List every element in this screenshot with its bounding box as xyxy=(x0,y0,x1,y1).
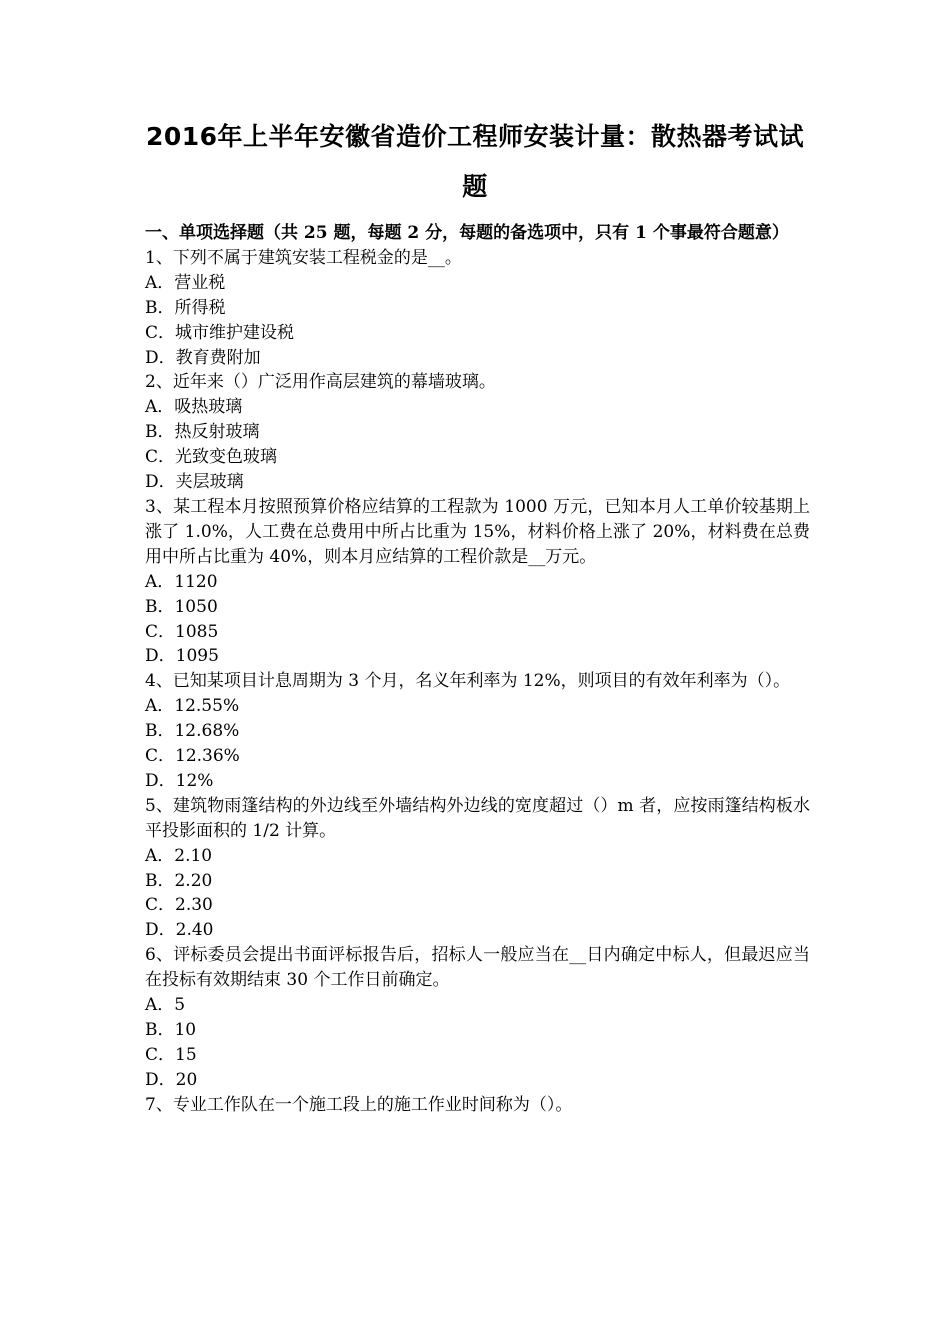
option-a: A．2.10 xyxy=(145,845,213,866)
question-5 xyxy=(145,794,810,943)
option-d: D．20 xyxy=(145,1069,198,1090)
document-title: 2016年上半年安徽省造价工程师安装计量：散热器考试试题 xyxy=(145,122,805,201)
option-a: A．5 xyxy=(145,995,186,1016)
question-text: 5、建筑物雨篷结构的外边线至外墙结构外边线的宽度超过（）m 者，应按雨篷结构板水平投影面积的 1/2 计算。 xyxy=(145,795,810,841)
question-3 xyxy=(145,495,810,669)
question-6 xyxy=(145,943,810,1092)
question-1 xyxy=(145,246,810,371)
option-d: D．1095 xyxy=(145,646,219,667)
option-d: D．2.40 xyxy=(145,920,214,941)
option-b: B．所得税 xyxy=(145,297,226,318)
section-heading: 一、单项选择题（共 25 题，每题 2 分，每题的备选项中，只有 1 个事最符合题意） xyxy=(145,223,789,243)
option-a: A．吸热玻璃 xyxy=(145,397,243,418)
document-body xyxy=(145,221,810,1118)
option-a: A．营业税 xyxy=(145,272,226,293)
question-7 xyxy=(145,1093,810,1118)
option-c: C．2.30 xyxy=(145,895,213,916)
option-b: B．1050 xyxy=(145,596,218,617)
option-c: C．15 xyxy=(145,1044,197,1065)
option-d: D．教育费附加 xyxy=(145,347,261,368)
question-text: 2、近年来（）广泛用作高层建筑的幕墙玻璃。 xyxy=(145,372,496,393)
option-d: D．夹层玻璃 xyxy=(145,472,244,493)
option-b: B．10 xyxy=(145,1020,197,1040)
option-a: A．12.55% xyxy=(145,696,240,717)
option-d: D．12% xyxy=(145,770,214,791)
option-b: B．12.68% xyxy=(145,721,240,742)
option-b: B．2.20 xyxy=(145,870,213,891)
option-c: C．12.36% xyxy=(145,746,240,767)
question-text: 3、某工程本月按照预算价格应结算的工程款为 1000 万元，已知本月人工单价较基期上涨了 1.0%，人工费在总费用中所占比重为 15%，材料价格上涨了 20%，材料费在总费用中所占比重为 40%，则本月应结算的工程价款是__万元。 xyxy=(145,496,810,567)
question-text: 7、专业工作队在一个施工段上的施工作业时间称为（）。 xyxy=(145,1094,573,1115)
option-c: C．光致变色玻璃 xyxy=(145,447,278,468)
question-2 xyxy=(145,370,810,495)
question-4 xyxy=(145,669,810,794)
option-a: A．1120 xyxy=(145,571,218,592)
option-c: C．城市维护建设税 xyxy=(145,322,295,343)
question-text: 6、评标委员会提出书面评标报告后，招标人一般应当在__日内确定中标人，但最迟应当在投标有效期结束 30 个工作日前确定。 xyxy=(145,945,810,991)
option-c: C．1085 xyxy=(145,621,219,642)
option-b: B．热反射玻璃 xyxy=(145,422,260,443)
question-text: 1、下列不属于建筑安装工程税金的是__。 xyxy=(145,247,462,268)
question-text: 4、已知某项目计息周期为 3 个月，名义年利率为 12%，则项目的有效年利率为（）。 xyxy=(145,671,791,692)
